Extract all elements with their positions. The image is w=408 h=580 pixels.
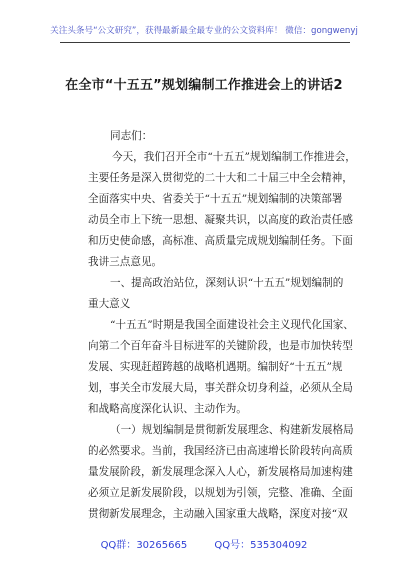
body-line: 和战略高度深化认识、主动作为。: [88, 403, 247, 415]
body-line: 今天，我们召开全市“十五五”规划编制工作推进会，: [112, 151, 356, 163]
qq-group-value: 30265665: [136, 540, 188, 551]
qq-group-label: QQ群：: [100, 540, 137, 551]
body-line: 必须立足新发展阶段，以规划为引领，完整、准确、全面: [88, 487, 353, 499]
body-line: 贯彻新发展理念，主动融入国家重大战略，深度对接“双: [88, 508, 348, 520]
body-line: 量发展阶段，新发展理念深入人心，新发展格局加速构建: [88, 466, 353, 478]
body-line: 的必然要求。当前，我国经济已由高速增长阶段转向高质: [88, 445, 353, 457]
body-line: 我讲三点意见。: [88, 256, 163, 268]
footer-contact: [0, 536, 408, 551]
section-heading-line: 重大意义: [88, 298, 131, 310]
salutation-line: 同志们：: [110, 130, 153, 142]
body-line: 和历史使命感，高标准、高质量完成规划编制任务。下面: [88, 235, 353, 247]
qq-number-info: [214, 540, 307, 551]
header-note: 关注头条号“公文研究”，获得最新最全最专业的公文资料库！ 微信：gongwenyj: [50, 26, 358, 36]
section-heading-line: 一、提高政治站位，深刻认识“十五五”规划编制的: [110, 277, 344, 289]
qq-group-info: [101, 540, 188, 551]
body-line: 全面落实中央、省委关于“十五五”规划编制的决策部署: [88, 193, 343, 205]
subsection-heading-line: （一）规划编制是贯彻新发展理念、构建新发展格局: [110, 424, 354, 436]
body-line: 动员全市上下统一思想、凝聚共识，以高度的政治责任感: [88, 214, 353, 226]
body-line: 主要任务是深入贯彻党的二十大和二十届三中全会精神，: [88, 172, 353, 184]
body-line: 划，事关全市发展大局，事关群众切身利益，必须从全局: [88, 382, 353, 394]
document-title: 在全市“十五五”规划编制工作推进会上的讲话2: [65, 78, 343, 93]
qq-number-label: QQ号：: [214, 540, 251, 551]
body-line: 向第二个百年奋斗目标进军的关键阶段，也是市加快转型: [88, 340, 353, 352]
body-line: 发展、实现赶超跨越的战略机遇期。编制好“十五五”规: [88, 361, 343, 373]
body-line: “十五五”时期是我国全面建设社会主义现代化国家、: [110, 319, 354, 331]
qq-number-value: 535304092: [250, 540, 308, 551]
header-divider: [60, 42, 350, 43]
